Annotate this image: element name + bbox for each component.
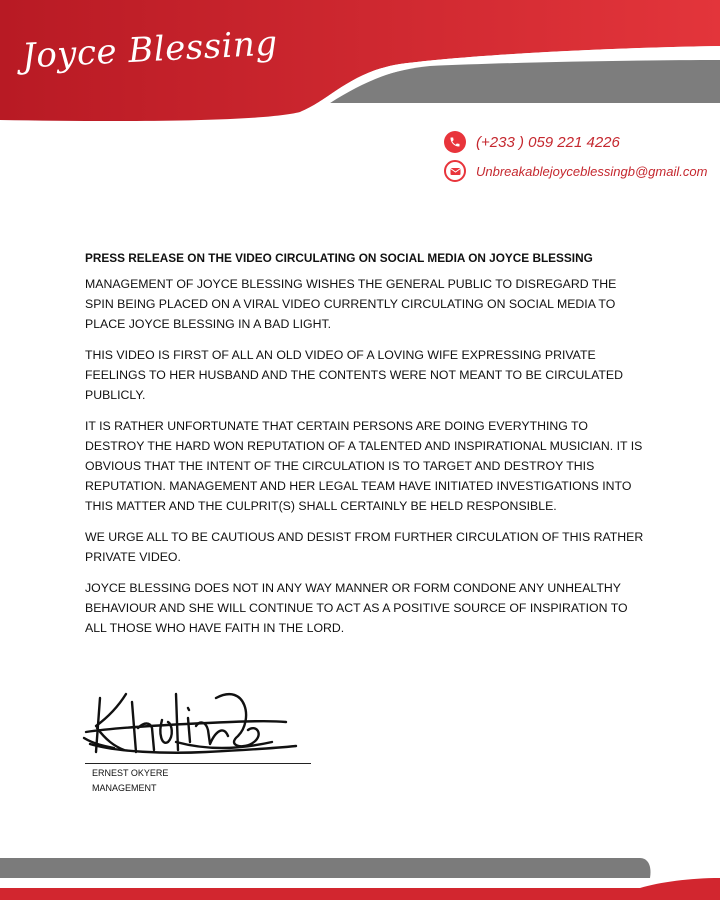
contact-phone bbox=[444, 131, 620, 153]
footer-banner bbox=[0, 852, 720, 900]
paragraph: IT IS RATHER UNFORTUNATE THAT CERTAIN PERSONS ARE DOING EVERYTHING TO DESTROY THE HARD WON REPUTATION OF A TALENTED AND INSPIRATIONAL MUSICIAN. IT IS OBVIOUS THAT THE INTENT OF THE CIRCULATION IS TO TARGET AND DESTROY THIS REPUTATION. MANAGEMENT AND HER LEGAL TEAM HAVE INITIATED INVESTIGATIONS INTO THIS MATTER AND THE CULPRIT(S) SHALL CERTAINLY BE HELD RESPONSIBLE. bbox=[85, 419, 643, 513]
handwritten-signature bbox=[76, 680, 316, 775]
paragraph: MANAGEMENT OF JOYCE BLESSING WISHES THE GENERAL PUBLIC TO DISREGARD THE SPIN BEING PLACED ON A VIRAL VIDEO CURRENTLY CIRCULATING ON SOCIAL MEDIA TO PLACE JOYCE BLESSING IN A BAD LIGHT. bbox=[85, 277, 617, 331]
phone-number: (+233 ) 059 221 4226 bbox=[476, 133, 620, 151]
contact-email bbox=[444, 160, 707, 182]
footer-red-accent bbox=[640, 878, 720, 888]
paragraph: WE URGE ALL TO BE CAUTIOUS AND DESIST FROM FURTHER CIRCULATION OF THIS RATHER PRIVATE VIDEO. bbox=[85, 530, 644, 564]
signatory bbox=[92, 766, 168, 796]
brand-logo: Joyce Blessing bbox=[21, 23, 279, 77]
signatory-role: MANAGEMENT bbox=[92, 783, 157, 793]
envelope-icon bbox=[444, 160, 466, 182]
signatory-name: ERNEST OKYERE bbox=[92, 768, 169, 778]
phone-icon bbox=[444, 131, 466, 153]
email-address: Unbreakablejoyceblessingb@gmail.com bbox=[476, 163, 708, 179]
paragraph: JOYCE BLESSING DOES NOT IN ANY WAY MANNER OR FORM CONDONE ANY UNHEALTHY BEHAVIOUR AND SHE WILL CONTINUE TO ACT AS A POSITIVE SOURCE OF INSPIRATION TO ALL THOSE WHO HAVE FAITH IN THE LORD. bbox=[85, 581, 628, 635]
signature-line bbox=[85, 763, 311, 764]
paragraph: THIS VIDEO IS FIRST OF ALL AN OLD VIDEO OF A LOVING WIFE EXPRESSING PRIVATE FEELINGS TO HER HUSBAND AND THE CONTENTS WERE NOT MEANT TO BE CIRCULATED PUBLICLY. bbox=[85, 348, 623, 402]
page-title: PRESS RELEASE ON THE VIDEO CIRCULATING ON SOCIAL MEDIA ON JOYCE BLESSING bbox=[85, 251, 593, 265]
press-release-body bbox=[85, 248, 645, 649]
footer-grey-bar bbox=[0, 858, 651, 878]
footer-red-bar bbox=[0, 888, 720, 900]
